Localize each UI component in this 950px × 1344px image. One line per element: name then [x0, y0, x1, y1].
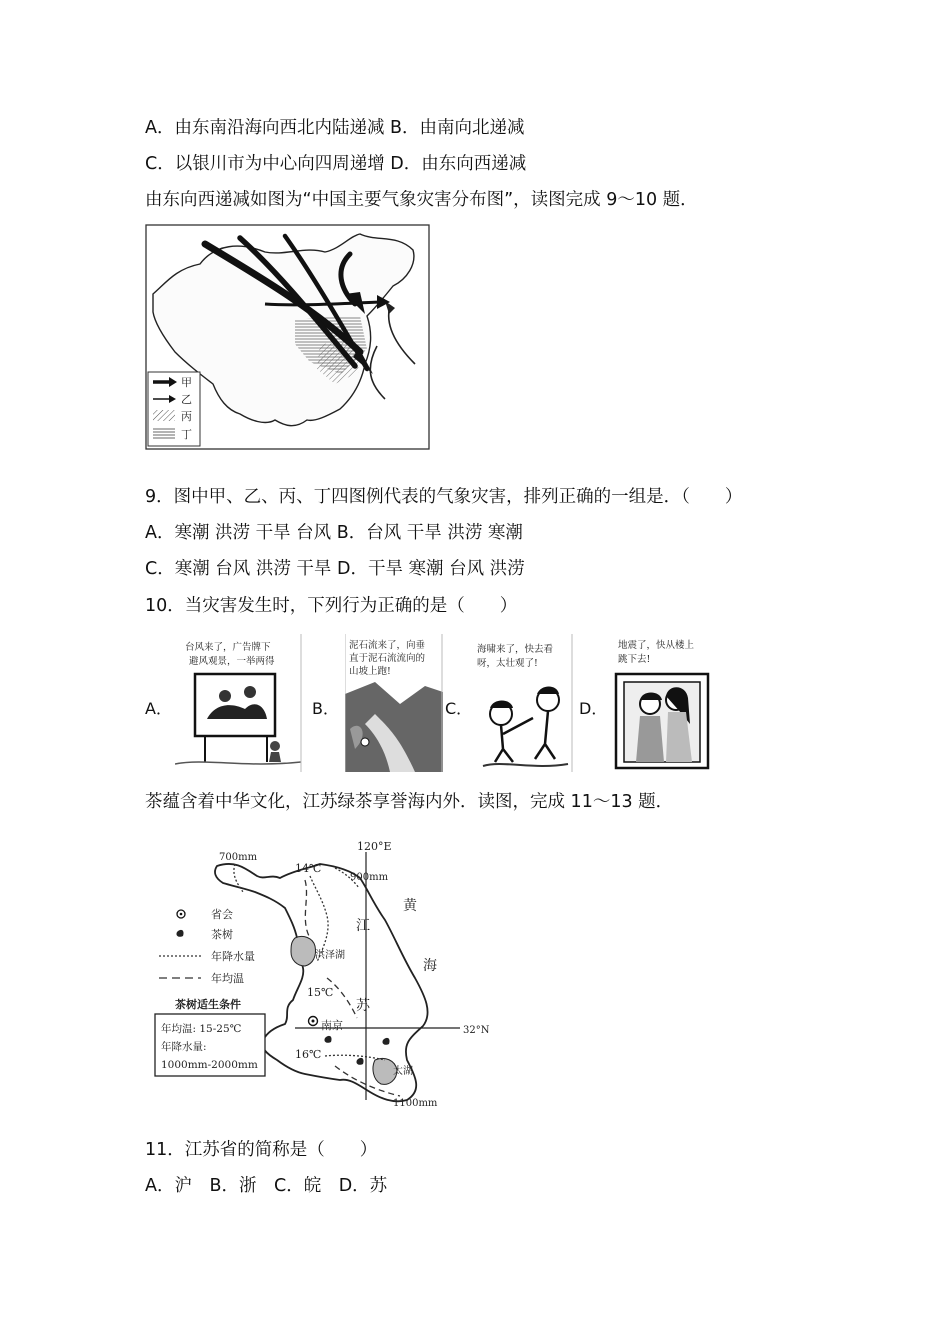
q10-option-c-letter: C． — [445, 699, 473, 718]
label-su: 苏 — [356, 998, 370, 1014]
q10-cartoon-a — [175, 634, 303, 772]
q9-stem: 9．图中甲、乙、丙、丁四图例代表的气象灾害，排列正确的一组是．（ ） — [145, 487, 743, 507]
legend-yi: 乙 — [181, 393, 192, 406]
q10-stem: 10．当灾害发生时，下列行为正确的是（ ） — [145, 596, 518, 616]
tea-condition-rain-label: 年降水量: — [161, 1041, 207, 1053]
disaster-distribution-map — [145, 224, 430, 450]
q10-b-caption-1: 泥石流来了，向垂 — [349, 640, 426, 651]
label-rain-900: 900mm — [350, 872, 389, 883]
q10-b-caption-2: 直于泥石流流向的 — [349, 653, 426, 664]
tea-condition-temp: 年均温: 15-25℃ — [161, 1023, 242, 1035]
label-hai: 海 — [423, 958, 437, 974]
q10-cartoon-d — [612, 634, 712, 772]
intro-11-13: 茶蕴含着中华文化，江苏绿茶享誉海内外．读图，完成 11～13 题． — [145, 792, 674, 812]
tea-condition-rain-range: 1000mm-2000mm — [161, 1059, 258, 1071]
q10-cartoon-b — [345, 634, 443, 772]
tea-conditions-title: 茶树适生条件 — [175, 998, 241, 1011]
label-temp-15: 15℃ — [307, 986, 334, 999]
q10-cartoon-options — [145, 634, 725, 774]
legend-temperature: 年均温 — [211, 972, 244, 985]
label-rain-1100: 1100mm — [393, 1098, 438, 1109]
q8-options-line-2: C．以银川市为中心向四周递增 D．由东向西递减 — [145, 154, 527, 174]
label-lon-120: 120°E — [357, 840, 392, 853]
q10-cartoon-c — [473, 634, 573, 772]
q8-options-line-1: A．由东南沿海向西北内陆递减 B．由南向北递减 — [145, 118, 525, 138]
q10-c-caption-2: 呀，太壮观了! — [477, 658, 538, 669]
legend-rainfall: 年降水量 — [211, 950, 255, 963]
intro-9-10: 由东向西递减如图为“中国主要气象灾害分布图”，读图完成 9～10 题． — [145, 190, 698, 210]
q10-a-caption-1: 台风来了，广告牌下 — [185, 642, 271, 653]
q9-options-ab: A．寒潮 洪涝 干旱 台风 B．台风 干旱 洪涝 寒潮 — [145, 523, 523, 543]
jiangsu-tea-map — [145, 828, 495, 1110]
label-huang: 黄 — [403, 898, 417, 914]
label-temp-16: 16℃ — [295, 1048, 322, 1061]
q10-b-caption-3: 山坡上跑! — [349, 666, 391, 677]
label-temp-14: 14℃ — [295, 862, 322, 875]
label-nanjing: 南京 — [321, 1019, 343, 1032]
legend-bing: 丙 — [181, 410, 192, 423]
legend-jia: 甲 — [181, 376, 192, 389]
q10-d-caption-2: 跳下去! — [618, 654, 651, 665]
q10-a-caption-2: 避风观景，一举两得 — [189, 656, 275, 667]
q10-option-b-letter: B． — [312, 699, 339, 718]
legend-tea: 茶树 — [211, 928, 233, 941]
q11-options: A．沪 B．浙 C．皖 D．苏 — [145, 1176, 388, 1196]
q10-option-a-letter: A． — [145, 699, 172, 718]
legend-capital: 省会 — [211, 908, 233, 921]
q9-options-cd: C．寒潮 台风 洪涝 干旱 D．干旱 寒潮 台风 洪涝 — [145, 559, 525, 579]
q10-c-caption-1: 海啸来了，快去看 — [477, 644, 554, 655]
q10-d-caption-1: 地震了，快从楼上 — [618, 640, 695, 651]
label-rain-700: 700mm — [219, 852, 258, 863]
label-jiang: 江 — [356, 918, 370, 934]
label-taihu: 太湖 — [393, 1066, 413, 1077]
legend-ding: 丁 — [181, 428, 192, 441]
label-hongze-lake: 洪泽湖 — [315, 950, 345, 961]
label-lat-32: 32°N — [463, 1025, 490, 1036]
q11-stem: 11．江苏省的简称是（ ） — [145, 1140, 378, 1160]
q10-option-d-letter: D． — [579, 699, 608, 718]
